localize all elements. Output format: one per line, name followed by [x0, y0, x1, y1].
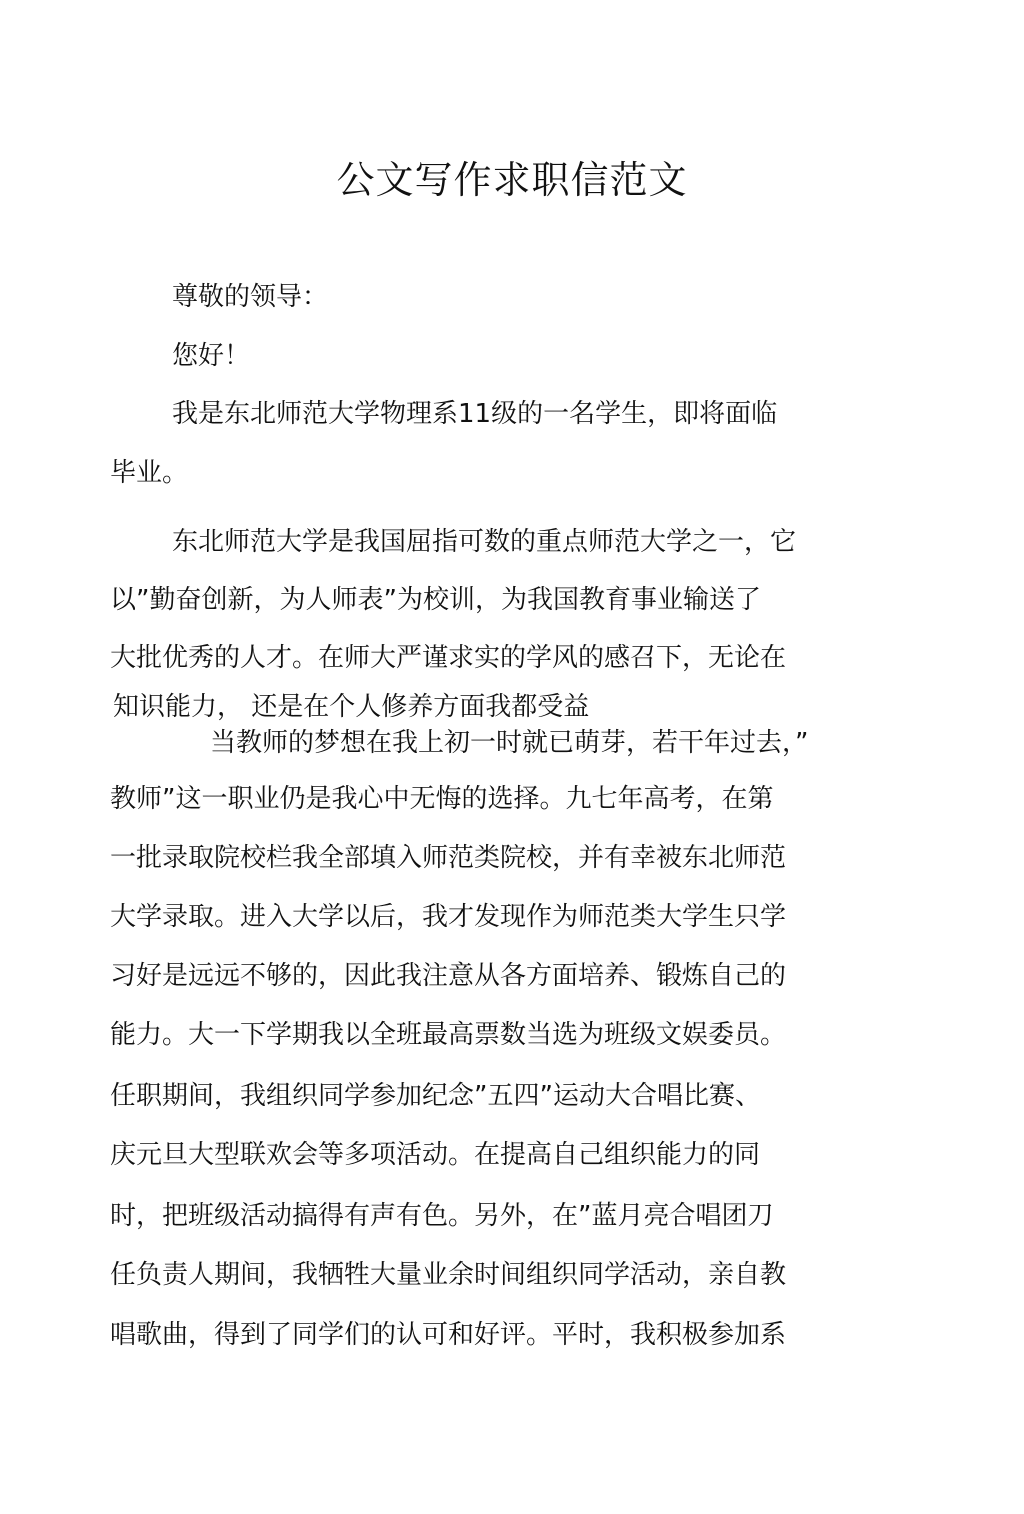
salutation: 尊敬的领导： — [172, 282, 329, 312]
body-line: 以”勤奋创新，为人师表”为校训，为我国教育事业输送了 — [110, 585, 761, 615]
body-line: 我是东北师范大学物理系11级的一名学生，即将面临 — [172, 399, 778, 429]
body-line: 毕业。 — [110, 458, 189, 488]
body-line: 庆元旦大型联欢会等多项活动。在提高自己组织能力的同 — [110, 1140, 761, 1170]
body-line: 大批优秀的人才。在师大严谨求实的学风的感召下，无论在 — [110, 643, 787, 673]
body-line: 任负责人期间，我牺牲大量业余时间组织同学活动，亲自教 — [110, 1260, 787, 1290]
body-line: 能力。大一下学期我以全班最高票数当选为班级文娱委员。 — [110, 1020, 787, 1050]
body-line: 习好是远远不够的，因此我注意从各方面培养、锻炼自己的 — [110, 961, 787, 991]
body-line: 时，把班级活动搞得有声有色。另外，在”蓝月亮合唱团刀 — [110, 1201, 774, 1231]
body-line: 教师”这一职业仍是我心中无悔的选择。九七年高考，在第 — [110, 784, 774, 814]
body-line: 一批录取院校栏我全部填入师范类院校，并有幸被东北师范 — [110, 843, 787, 873]
body-line: 知识能力， 还是在个人修养方面我都受益 — [113, 692, 590, 722]
body-line: 唱歌曲，得到了同学们的认可和好评。平时，我积极参加系 — [110, 1320, 787, 1350]
greeting: 您好！ — [172, 341, 251, 371]
body-line: 任职期间，我组织同学参加纪念”五四”运动大合唱比赛、 — [110, 1081, 761, 1111]
body-line: 当教师的梦想在我上初一时就已萌芽，若干年过去，” — [210, 728, 809, 758]
body-line: 大学录取。进入大学以后，我才发现作为师范类大学生只学 — [110, 902, 787, 932]
body-line: 东北师范大学是我国屈指可数的重点师范大学之一，它 — [172, 527, 797, 557]
document-title: 公文写作求职信范文 — [336, 158, 688, 202]
